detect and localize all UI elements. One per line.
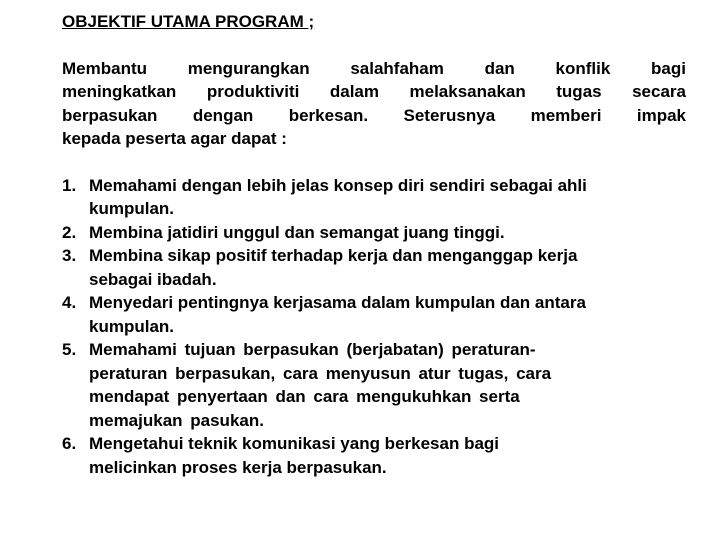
list-item-text: [89, 432, 686, 479]
intro-line: Membantu mengurangkan salahfaham dan konflik bagi: [62, 58, 686, 78]
list-item-line: Memahami dengan lebih jelas konsep diri sendiri sebagai ahli: [89, 175, 587, 195]
list-item-line: melicinkan proses kerja berpasukan.: [89, 457, 387, 477]
list-number: 2.: [62, 222, 77, 242]
list-item-line: Menyedari pentingnya kerjasama dalam kumpulan dan antara: [89, 293, 586, 312]
list-item-text: [89, 174, 686, 221]
list-item: [62, 244, 686, 291]
list-item-text: [89, 291, 686, 338]
list-number: 4.: [62, 293, 77, 312]
intro-line: kepada peserta agar dapat :: [62, 129, 287, 148]
list-number: 6.: [62, 434, 77, 453]
list-item: [62, 291, 686, 338]
list-item: [62, 432, 686, 479]
slide-content: [62, 10, 686, 479]
list-item-line: kumpulan.: [89, 316, 175, 336]
intro-paragraph: [62, 57, 686, 151]
list-number: 1.: [62, 175, 77, 195]
list-item-line: sebagai ibadah.: [89, 269, 217, 289]
list-item: [62, 174, 686, 221]
list-item-line: Memahami tujuan berpasukan (berjabatan) peraturan-: [89, 340, 536, 359]
list-item: [62, 221, 686, 245]
list-item-line: memajukan pasukan.: [89, 410, 264, 430]
list-item-line: Membina jatidiri unggul dan semangat juang tinggi.: [89, 222, 505, 242]
list-item-line: peraturan berpasukan, cara menyusun atur tugas, cara: [89, 363, 552, 383]
objectives-list: [62, 174, 686, 480]
page-title: OBJEKTIF UTAMA PROGRAM ;: [62, 12, 315, 31]
list-item-text: [89, 244, 686, 291]
list-number: 5.: [62, 340, 77, 359]
list-item-line: Mengetahui teknik komunikasi yang berkesan bagi: [89, 434, 500, 453]
list-item-line: mendapat penyertaan dan cara mengukuhkan serta: [89, 387, 520, 406]
intro-line: berpasukan dengan berkesan. Seterusnya memberi impak: [62, 105, 686, 125]
list-item-line: Membina sikap positif terhadap kerja dan menganggap kerja: [89, 246, 578, 265]
list-item-line: kumpulan.: [89, 199, 175, 218]
list-number: 3.: [62, 246, 77, 265]
list-item-text: [89, 221, 686, 245]
list-item-text: [89, 338, 686, 432]
intro-line: meningkatkan produktiviti dalam melaksanakan tugas secara: [62, 82, 686, 101]
list-item: [62, 338, 686, 432]
